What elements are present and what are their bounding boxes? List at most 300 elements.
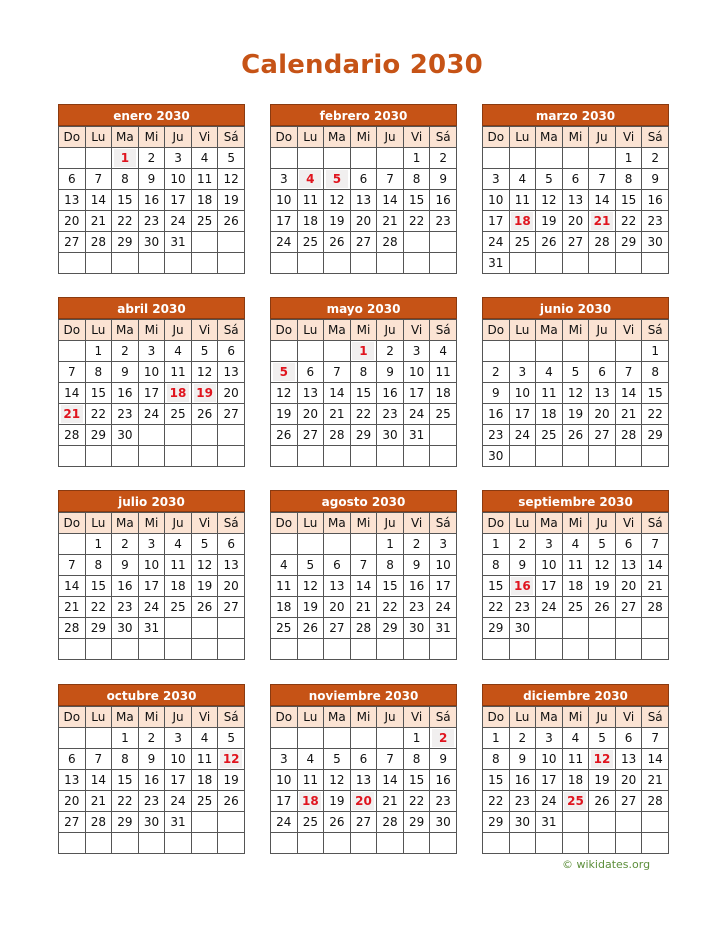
day-cell: 3 bbox=[430, 534, 457, 555]
day-cell: 25 bbox=[165, 597, 192, 618]
empty-day-cell bbox=[536, 446, 563, 467]
day-cell: 26 bbox=[191, 597, 218, 618]
day-cell: 25 bbox=[509, 232, 536, 253]
day-cell: 5 bbox=[191, 534, 218, 555]
empty-day-cell bbox=[165, 833, 192, 854]
weekday-label: Lu bbox=[297, 513, 324, 534]
day-cell: 14 bbox=[85, 190, 112, 211]
day-cell: 6 bbox=[218, 341, 245, 362]
day-cell: 28 bbox=[85, 812, 112, 833]
day-cell: 14 bbox=[615, 383, 642, 404]
empty-day-cell bbox=[218, 618, 245, 639]
weekday-label: Ma bbox=[324, 513, 351, 534]
day-cell: 6 bbox=[59, 169, 86, 190]
day-cell: 9 bbox=[509, 749, 536, 770]
day-cell: 7 bbox=[642, 728, 669, 749]
week-row bbox=[59, 169, 245, 190]
holiday-day-number: 18 bbox=[511, 212, 533, 230]
month-block bbox=[270, 684, 457, 854]
day-cell: 28 bbox=[59, 425, 86, 446]
day-cell: 28 bbox=[59, 618, 86, 639]
empty-day-cell bbox=[165, 253, 192, 274]
day-cell: 5 bbox=[218, 728, 245, 749]
weekday-label: Ju bbox=[377, 320, 404, 341]
week-row bbox=[59, 597, 245, 618]
day-cell: 15 bbox=[85, 383, 112, 404]
weekday-label: Do bbox=[271, 513, 298, 534]
day-cell: 14 bbox=[85, 770, 112, 791]
day-cell: 8 bbox=[403, 169, 430, 190]
weekday-header-row bbox=[271, 513, 457, 534]
day-cell: 15 bbox=[483, 576, 510, 597]
day-cell: 5 bbox=[589, 534, 616, 555]
day-cell: 15 bbox=[377, 576, 404, 597]
weekday-label: Sá bbox=[430, 513, 457, 534]
week-row bbox=[271, 639, 457, 660]
month-block bbox=[58, 104, 245, 274]
empty-day-cell bbox=[112, 446, 139, 467]
weekday-label: Do bbox=[271, 320, 298, 341]
day-cell: 25 bbox=[165, 404, 192, 425]
week-row bbox=[271, 749, 457, 770]
footer-credit: © wikidates.org bbox=[562, 858, 651, 871]
day-cell: 15 bbox=[350, 383, 377, 404]
empty-day-cell bbox=[218, 833, 245, 854]
week-row bbox=[483, 425, 669, 446]
month-block bbox=[270, 104, 457, 274]
day-cell: 16 bbox=[112, 383, 139, 404]
day-cell: 11 bbox=[271, 576, 298, 597]
holiday-day-cell bbox=[271, 362, 298, 383]
day-cell: 27 bbox=[562, 232, 589, 253]
day-cell: 24 bbox=[403, 404, 430, 425]
empty-day-cell bbox=[191, 425, 218, 446]
week-row bbox=[59, 425, 245, 446]
empty-day-cell bbox=[191, 833, 218, 854]
day-cell: 11 bbox=[562, 555, 589, 576]
empty-day-cell bbox=[59, 833, 86, 854]
empty-day-cell bbox=[589, 618, 616, 639]
weekday-label: Sá bbox=[642, 127, 669, 148]
holiday-day-cell bbox=[191, 383, 218, 404]
day-cell: 19 bbox=[271, 404, 298, 425]
day-cell: 12 bbox=[562, 383, 589, 404]
weekday-label: Ma bbox=[324, 707, 351, 728]
day-cell: 2 bbox=[483, 362, 510, 383]
day-cell: 21 bbox=[85, 791, 112, 812]
holiday-day-number: 5 bbox=[273, 363, 295, 381]
day-cell: 16 bbox=[112, 576, 139, 597]
empty-day-cell bbox=[324, 833, 351, 854]
empty-day-cell bbox=[112, 253, 139, 274]
day-cell: 29 bbox=[377, 618, 404, 639]
week-row bbox=[483, 232, 669, 253]
empty-day-cell bbox=[191, 253, 218, 274]
month-grid bbox=[58, 126, 245, 274]
day-cell: 11 bbox=[297, 770, 324, 791]
day-cell: 9 bbox=[112, 362, 139, 383]
day-cell: 4 bbox=[509, 169, 536, 190]
holiday-day-number: 25 bbox=[564, 792, 586, 810]
empty-day-cell bbox=[562, 618, 589, 639]
empty-day-cell bbox=[191, 232, 218, 253]
day-cell: 1 bbox=[85, 534, 112, 555]
empty-day-cell bbox=[324, 253, 351, 274]
weekday-label: Lu bbox=[85, 707, 112, 728]
empty-day-cell bbox=[138, 639, 165, 660]
day-cell: 10 bbox=[536, 555, 563, 576]
weekday-label: Ma bbox=[536, 707, 563, 728]
week-row bbox=[271, 211, 457, 232]
weekday-header-row bbox=[483, 127, 669, 148]
day-cell: 28 bbox=[377, 232, 404, 253]
day-cell: 22 bbox=[642, 404, 669, 425]
day-cell: 11 bbox=[509, 190, 536, 211]
day-cell: 12 bbox=[271, 383, 298, 404]
day-cell: 24 bbox=[536, 791, 563, 812]
day-cell: 27 bbox=[218, 597, 245, 618]
day-cell: 6 bbox=[350, 749, 377, 770]
day-cell: 29 bbox=[112, 812, 139, 833]
day-cell: 10 bbox=[138, 362, 165, 383]
empty-day-cell bbox=[85, 639, 112, 660]
empty-day-cell bbox=[271, 341, 298, 362]
week-row bbox=[59, 791, 245, 812]
week-row bbox=[483, 833, 669, 854]
weekday-label: Ju bbox=[589, 513, 616, 534]
empty-day-cell bbox=[536, 253, 563, 274]
holiday-day-number: 19 bbox=[194, 384, 216, 402]
day-cell: 23 bbox=[112, 597, 139, 618]
day-cell: 9 bbox=[509, 555, 536, 576]
day-cell: 21 bbox=[59, 597, 86, 618]
empty-day-cell bbox=[59, 341, 86, 362]
day-cell: 2 bbox=[403, 534, 430, 555]
day-cell: 10 bbox=[430, 555, 457, 576]
empty-day-cell bbox=[615, 253, 642, 274]
holiday-day-cell bbox=[59, 404, 86, 425]
weekday-label: Sá bbox=[642, 707, 669, 728]
day-cell: 8 bbox=[483, 555, 510, 576]
weekday-label: Sá bbox=[642, 320, 669, 341]
weekday-label: Ma bbox=[112, 513, 139, 534]
week-row bbox=[483, 555, 669, 576]
empty-day-cell bbox=[297, 639, 324, 660]
week-row bbox=[59, 576, 245, 597]
empty-day-cell bbox=[509, 341, 536, 362]
weekday-label: Vi bbox=[615, 707, 642, 728]
holiday-day-number: 2 bbox=[432, 729, 454, 747]
day-cell: 27 bbox=[589, 425, 616, 446]
day-cell: 23 bbox=[403, 597, 430, 618]
empty-day-cell bbox=[562, 639, 589, 660]
empty-day-cell bbox=[377, 253, 404, 274]
day-cell: 22 bbox=[112, 211, 139, 232]
month-block bbox=[482, 297, 669, 467]
empty-day-cell bbox=[297, 728, 324, 749]
day-cell: 25 bbox=[191, 791, 218, 812]
month-grid bbox=[270, 319, 457, 467]
day-cell: 20 bbox=[615, 770, 642, 791]
empty-day-cell bbox=[615, 639, 642, 660]
day-cell: 3 bbox=[165, 148, 192, 169]
empty-day-cell bbox=[589, 446, 616, 467]
day-cell: 28 bbox=[642, 791, 669, 812]
day-cell: 15 bbox=[403, 190, 430, 211]
day-cell: 19 bbox=[218, 190, 245, 211]
day-cell: 8 bbox=[377, 555, 404, 576]
day-cell: 5 bbox=[297, 555, 324, 576]
day-cell: 15 bbox=[483, 770, 510, 791]
day-cell: 20 bbox=[59, 211, 86, 232]
day-cell: 10 bbox=[271, 190, 298, 211]
holiday-day-cell bbox=[297, 791, 324, 812]
day-cell: 3 bbox=[509, 362, 536, 383]
holiday-day-number: 12 bbox=[220, 750, 242, 768]
week-row bbox=[271, 791, 457, 812]
day-cell: 31 bbox=[483, 253, 510, 274]
day-cell: 10 bbox=[509, 383, 536, 404]
weekday-label: Lu bbox=[85, 320, 112, 341]
empty-day-cell bbox=[297, 253, 324, 274]
weekday-header-row bbox=[483, 707, 669, 728]
day-cell: 25 bbox=[562, 597, 589, 618]
empty-day-cell bbox=[509, 148, 536, 169]
holiday-day-cell bbox=[350, 341, 377, 362]
weekday-header-row bbox=[59, 320, 245, 341]
day-cell: 12 bbox=[191, 555, 218, 576]
week-row bbox=[483, 404, 669, 425]
week-row bbox=[59, 770, 245, 791]
day-cell: 19 bbox=[191, 576, 218, 597]
empty-day-cell bbox=[59, 253, 86, 274]
weekday-label: Lu bbox=[85, 127, 112, 148]
weekday-label: Ju bbox=[165, 320, 192, 341]
day-cell: 28 bbox=[350, 618, 377, 639]
empty-day-cell bbox=[271, 148, 298, 169]
holiday-day-number: 12 bbox=[591, 750, 613, 768]
week-row bbox=[271, 576, 457, 597]
week-row bbox=[59, 728, 245, 749]
day-cell: 5 bbox=[324, 749, 351, 770]
day-cell: 23 bbox=[138, 211, 165, 232]
day-cell: 22 bbox=[403, 791, 430, 812]
day-cell: 18 bbox=[536, 404, 563, 425]
day-cell: 2 bbox=[138, 148, 165, 169]
month-grid bbox=[58, 512, 245, 660]
month-title: noviembre 2030 bbox=[270, 684, 457, 706]
day-cell: 2 bbox=[112, 534, 139, 555]
day-cell: 5 bbox=[536, 169, 563, 190]
day-cell: 15 bbox=[642, 383, 669, 404]
empty-day-cell bbox=[324, 639, 351, 660]
month-grid bbox=[270, 706, 457, 854]
weekday-label: Lu bbox=[509, 707, 536, 728]
month-grid bbox=[482, 512, 669, 660]
empty-day-cell bbox=[430, 446, 457, 467]
day-cell: 3 bbox=[271, 169, 298, 190]
weekday-header-row bbox=[59, 127, 245, 148]
empty-day-cell bbox=[297, 833, 324, 854]
weekday-label: Vi bbox=[403, 127, 430, 148]
day-cell: 4 bbox=[191, 728, 218, 749]
day-cell: 16 bbox=[642, 190, 669, 211]
day-cell: 17 bbox=[536, 770, 563, 791]
weekday-label: Sá bbox=[642, 513, 669, 534]
empty-day-cell bbox=[191, 639, 218, 660]
day-cell: 14 bbox=[642, 555, 669, 576]
day-cell: 27 bbox=[59, 812, 86, 833]
day-cell: 14 bbox=[59, 576, 86, 597]
day-cell: 30 bbox=[377, 425, 404, 446]
week-row bbox=[59, 446, 245, 467]
day-cell: 13 bbox=[218, 362, 245, 383]
empty-day-cell bbox=[589, 639, 616, 660]
day-cell: 24 bbox=[138, 404, 165, 425]
weekday-label: Vi bbox=[191, 513, 218, 534]
day-cell: 18 bbox=[562, 770, 589, 791]
empty-day-cell bbox=[642, 833, 669, 854]
day-cell: 9 bbox=[483, 383, 510, 404]
month-grid bbox=[58, 319, 245, 467]
week-row bbox=[271, 169, 457, 190]
day-cell: 20 bbox=[218, 383, 245, 404]
day-cell: 1 bbox=[85, 341, 112, 362]
month-block bbox=[482, 490, 669, 660]
empty-day-cell bbox=[509, 446, 536, 467]
day-cell: 18 bbox=[191, 190, 218, 211]
day-cell: 28 bbox=[324, 425, 351, 446]
day-cell: 13 bbox=[350, 770, 377, 791]
day-cell: 21 bbox=[377, 211, 404, 232]
empty-day-cell bbox=[483, 639, 510, 660]
empty-day-cell bbox=[138, 425, 165, 446]
day-cell: 6 bbox=[615, 534, 642, 555]
day-cell: 24 bbox=[483, 232, 510, 253]
empty-day-cell bbox=[165, 618, 192, 639]
empty-day-cell bbox=[536, 639, 563, 660]
week-row bbox=[483, 169, 669, 190]
day-cell: 19 bbox=[536, 211, 563, 232]
holiday-day-cell bbox=[297, 169, 324, 190]
day-cell: 30 bbox=[138, 232, 165, 253]
day-cell: 6 bbox=[324, 555, 351, 576]
day-cell: 10 bbox=[483, 190, 510, 211]
week-row bbox=[271, 555, 457, 576]
day-cell: 16 bbox=[430, 770, 457, 791]
day-cell: 24 bbox=[509, 425, 536, 446]
day-cell: 27 bbox=[350, 232, 377, 253]
day-cell: 14 bbox=[350, 576, 377, 597]
day-cell: 8 bbox=[403, 749, 430, 770]
empty-day-cell bbox=[562, 833, 589, 854]
day-cell: 30 bbox=[509, 618, 536, 639]
day-cell: 13 bbox=[59, 770, 86, 791]
empty-day-cell bbox=[562, 148, 589, 169]
day-cell: 7 bbox=[85, 169, 112, 190]
day-cell: 19 bbox=[324, 211, 351, 232]
holiday-day-cell bbox=[324, 169, 351, 190]
weekday-label: Vi bbox=[615, 127, 642, 148]
weekday-label: Do bbox=[59, 707, 86, 728]
month-grid bbox=[482, 706, 669, 854]
day-cell: 10 bbox=[536, 749, 563, 770]
week-row bbox=[483, 211, 669, 232]
weekday-label: Do bbox=[483, 513, 510, 534]
day-cell: 2 bbox=[377, 341, 404, 362]
empty-day-cell bbox=[483, 148, 510, 169]
day-cell: 20 bbox=[324, 597, 351, 618]
day-cell: 27 bbox=[59, 232, 86, 253]
weekday-label: Sá bbox=[218, 320, 245, 341]
day-cell: 7 bbox=[589, 169, 616, 190]
day-cell: 26 bbox=[324, 232, 351, 253]
empty-day-cell bbox=[112, 833, 139, 854]
empty-day-cell bbox=[430, 639, 457, 660]
day-cell: 4 bbox=[271, 555, 298, 576]
day-cell: 19 bbox=[218, 770, 245, 791]
empty-day-cell bbox=[350, 446, 377, 467]
week-row bbox=[59, 749, 245, 770]
day-cell: 29 bbox=[350, 425, 377, 446]
day-cell: 16 bbox=[403, 576, 430, 597]
week-row bbox=[483, 576, 669, 597]
empty-day-cell bbox=[165, 425, 192, 446]
day-cell: 13 bbox=[615, 749, 642, 770]
weekday-header-row bbox=[271, 127, 457, 148]
day-cell: 8 bbox=[350, 362, 377, 383]
empty-day-cell bbox=[85, 148, 112, 169]
weekday-label: Vi bbox=[403, 513, 430, 534]
week-row bbox=[483, 253, 669, 274]
day-cell: 27 bbox=[615, 597, 642, 618]
page-title: Calendario 2030 bbox=[241, 50, 483, 80]
day-cell: 12 bbox=[297, 576, 324, 597]
month-block bbox=[482, 104, 669, 274]
day-cell: 23 bbox=[642, 211, 669, 232]
day-cell: 25 bbox=[536, 425, 563, 446]
day-cell: 14 bbox=[59, 383, 86, 404]
day-cell: 14 bbox=[589, 190, 616, 211]
day-cell: 13 bbox=[218, 555, 245, 576]
week-row bbox=[483, 534, 669, 555]
empty-day-cell bbox=[377, 728, 404, 749]
day-cell: 24 bbox=[536, 597, 563, 618]
weekday-label: Do bbox=[483, 127, 510, 148]
empty-day-cell bbox=[589, 812, 616, 833]
empty-day-cell bbox=[403, 833, 430, 854]
day-cell: 10 bbox=[403, 362, 430, 383]
day-cell: 17 bbox=[403, 383, 430, 404]
week-row bbox=[59, 190, 245, 211]
day-cell: 19 bbox=[589, 770, 616, 791]
day-cell: 6 bbox=[350, 169, 377, 190]
day-cell: 27 bbox=[297, 425, 324, 446]
weekday-label: Ma bbox=[112, 127, 139, 148]
month-title: marzo 2030 bbox=[482, 104, 669, 126]
month-grid bbox=[58, 706, 245, 854]
day-cell: 8 bbox=[112, 749, 139, 770]
empty-day-cell bbox=[403, 253, 430, 274]
empty-day-cell bbox=[324, 728, 351, 749]
day-cell: 14 bbox=[324, 383, 351, 404]
day-cell: 29 bbox=[483, 618, 510, 639]
empty-day-cell bbox=[430, 425, 457, 446]
empty-day-cell bbox=[536, 833, 563, 854]
empty-day-cell bbox=[642, 639, 669, 660]
day-cell: 7 bbox=[59, 362, 86, 383]
empty-day-cell bbox=[536, 148, 563, 169]
